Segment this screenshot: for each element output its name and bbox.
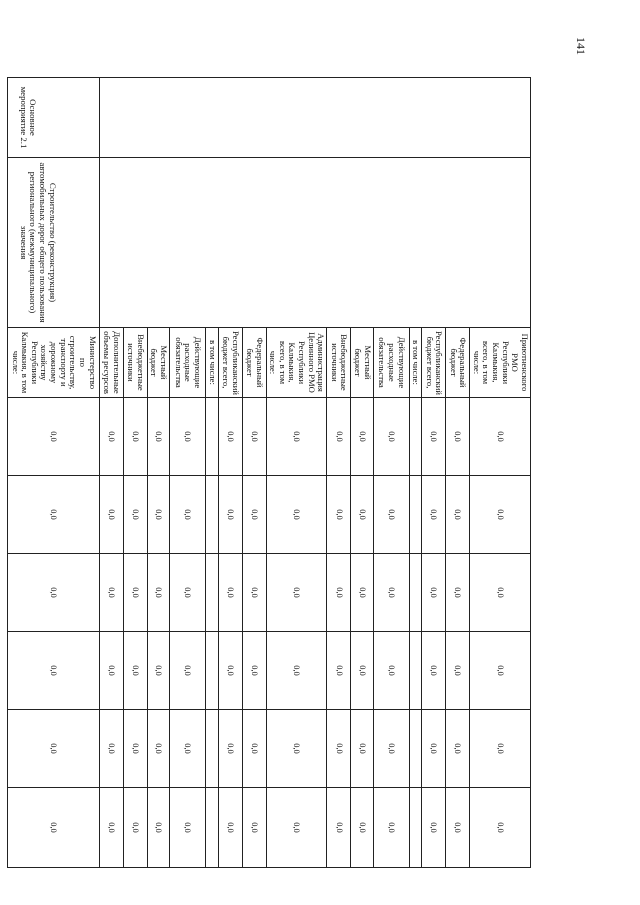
value-cell: 0,0	[327, 554, 351, 632]
value-cell	[409, 398, 422, 476]
value-cell: 0,0	[446, 554, 470, 632]
funding-source: Внебюджетные источники	[123, 328, 147, 398]
value-cell: 0,0	[327, 710, 351, 788]
value-cell: 0,0	[242, 632, 266, 710]
value-cell: 0,0	[7, 476, 99, 554]
value-cell: 0,0	[470, 710, 531, 788]
value-cell: 0,0	[123, 554, 147, 632]
value-cell: 0,0	[470, 554, 531, 632]
funding-source: Внебюджетные источники	[327, 328, 351, 398]
value-cell: 0,0	[7, 632, 99, 710]
value-cell: 0,0	[242, 554, 266, 632]
value-cell: 0,0	[266, 788, 327, 868]
value-cell: 0,0	[218, 632, 242, 710]
value-cell: 0,0	[147, 710, 169, 788]
value-cell	[206, 398, 219, 476]
value-cell: 0,0	[147, 788, 169, 868]
value-cell	[206, 632, 219, 710]
funding-source: Министерство по строительству, транспорту и дорожному хозяйству Республики Калмыкия, в том числе:	[7, 328, 99, 398]
value-cell: 0,0	[99, 476, 123, 554]
value-cell: 0,0	[327, 398, 351, 476]
value-cell: 0,0	[373, 476, 409, 554]
funding-source: Действующие расходные обязательства	[170, 328, 206, 398]
value-cell: 0,0	[422, 398, 446, 476]
value-cell: 0,0	[170, 788, 206, 868]
value-cell: 0,0	[242, 398, 266, 476]
value-cell: 0,0	[351, 398, 373, 476]
value-cell: 0,0	[422, 632, 446, 710]
value-cell: 0,0	[266, 554, 327, 632]
value-cell: 0,0	[470, 476, 531, 554]
value-cell: 0,0	[351, 632, 373, 710]
value-cell: 0,0	[7, 554, 99, 632]
value-cell: 0,0	[7, 710, 99, 788]
table-row	[470, 78, 531, 868]
budget-table	[7, 77, 531, 868]
value-cell: 0,0	[147, 632, 169, 710]
value-cell: 0,0	[446, 476, 470, 554]
value-cell: 0,0	[123, 398, 147, 476]
value-cell: 0,0	[7, 788, 99, 868]
value-cell: 0,0	[373, 632, 409, 710]
value-cell: 0,0	[170, 710, 206, 788]
value-cell	[206, 710, 219, 788]
value-cell: 0,0	[351, 554, 373, 632]
value-cell: 0,0	[266, 632, 327, 710]
value-cell: 0,0	[99, 632, 123, 710]
value-cell: 0,0	[170, 476, 206, 554]
measure-code-cell-empty	[99, 78, 530, 158]
table-row-measure-2-1	[7, 78, 99, 868]
page-number: 141	[574, 37, 588, 55]
funding-source: Федеральный бюджет	[446, 328, 470, 398]
funding-source: Республиканский бюджет всего,	[218, 328, 242, 398]
value-cell: 0,0	[218, 476, 242, 554]
value-cell: 0,0	[7, 398, 99, 476]
funding-source: в том числе:	[409, 328, 422, 398]
value-cell: 0,0	[446, 710, 470, 788]
value-cell: 0,0	[123, 476, 147, 554]
value-cell: 0,0	[327, 788, 351, 868]
value-cell	[409, 554, 422, 632]
value-cell	[409, 788, 422, 868]
measure-label: Основное мероприятие 2.1	[7, 78, 99, 158]
value-cell	[206, 554, 219, 632]
value-cell: 0,0	[373, 788, 409, 868]
value-cell: 0,0	[373, 398, 409, 476]
value-cell: 0,0	[470, 398, 531, 476]
value-cell: 0,0	[373, 554, 409, 632]
budget-table-region	[10, 77, 531, 867]
value-cell: 0,0	[170, 632, 206, 710]
value-cell: 0,0	[446, 632, 470, 710]
funding-source: Местный бюджет	[147, 328, 169, 398]
value-cell: 0,0	[147, 476, 169, 554]
value-cell: 0,0	[422, 788, 446, 868]
value-cell	[206, 476, 219, 554]
value-cell: 0,0	[218, 710, 242, 788]
value-cell: 0,0	[327, 632, 351, 710]
funding-source: Администрация Целинного РМО Республики Калмыкия, всего, в том числе:	[266, 328, 327, 398]
funding-source: Приютненского РМО Республики Калмыкия, всего, в том числе:	[470, 328, 531, 398]
value-cell: 0,0	[470, 632, 531, 710]
value-cell: 0,0	[99, 710, 123, 788]
value-cell: 0,0	[351, 788, 373, 868]
value-cell: 0,0	[170, 398, 206, 476]
value-cell: 0,0	[99, 554, 123, 632]
measure-title: Строительство (реконструкция) автомобильных дорог общего пользования регионального (межмуниципального) значения	[7, 158, 99, 328]
value-cell: 0,0	[147, 554, 169, 632]
value-cell: 0,0	[218, 554, 242, 632]
measure-title-cell-empty	[99, 158, 530, 328]
value-cell: 0,0	[422, 554, 446, 632]
value-cell: 0,0	[266, 710, 327, 788]
value-cell: 0,0	[123, 788, 147, 868]
value-cell: 0,0	[242, 476, 266, 554]
value-cell: 0,0	[266, 476, 327, 554]
funding-source: Дополнительные объемы ресурсов	[99, 328, 123, 398]
funding-source: Действующие расходные обязательства	[373, 328, 409, 398]
value-cell: 0,0	[242, 710, 266, 788]
value-cell: 0,0	[266, 398, 327, 476]
funding-source: Республиканский бюджет всего,	[422, 328, 446, 398]
funding-source: Федеральный бюджет	[242, 328, 266, 398]
value-cell: 0,0	[470, 788, 531, 868]
budget-table-sheet	[10, 77, 531, 867]
value-cell: 0,0	[351, 710, 373, 788]
value-cell: 0,0	[351, 476, 373, 554]
value-cell: 0,0	[373, 710, 409, 788]
value-cell	[409, 476, 422, 554]
funding-source: Местный бюджет	[351, 328, 373, 398]
value-cell: 0,0	[327, 476, 351, 554]
value-cell: 0,0	[99, 398, 123, 476]
value-cell: 0,0	[446, 788, 470, 868]
value-cell: 0,0	[242, 788, 266, 868]
value-cell: 0,0	[218, 398, 242, 476]
value-cell	[409, 632, 422, 710]
value-cell	[206, 788, 219, 868]
value-cell: 0,0	[99, 788, 123, 868]
value-cell: 0,0	[147, 398, 169, 476]
value-cell: 0,0	[123, 710, 147, 788]
value-cell: 0,0	[422, 710, 446, 788]
value-cell: 0,0	[218, 788, 242, 868]
funding-source: в том числе:	[206, 328, 219, 398]
value-cell	[409, 710, 422, 788]
value-cell: 0,0	[123, 632, 147, 710]
value-cell: 0,0	[446, 398, 470, 476]
value-cell: 0,0	[422, 476, 446, 554]
value-cell: 0,0	[170, 554, 206, 632]
